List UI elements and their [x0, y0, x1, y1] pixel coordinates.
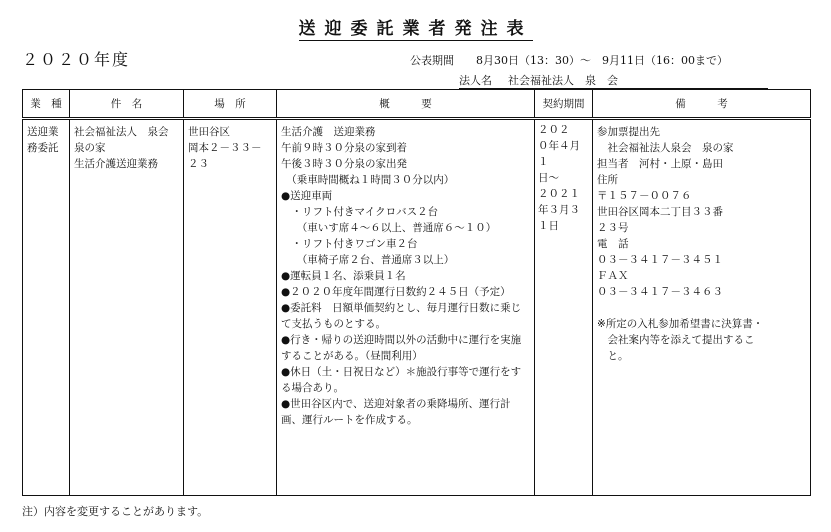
header-period: 契約期間 [535, 90, 593, 119]
corporation-name [459, 72, 768, 89]
cell-item [70, 119, 184, 496]
title-text: 送迎委託業者発注表 [298, 19, 533, 39]
period-text: ２０２ ０年４月１ 日～ ２０２１ 年３月３ １日 [538, 124, 580, 232]
cell-notes [593, 119, 811, 496]
document-title [0, 14, 831, 39]
cell-period [535, 119, 593, 496]
table-row [23, 119, 811, 496]
fiscal-year: ２０２０年度 [22, 50, 131, 69]
period-label: 公表期間 [410, 54, 454, 67]
kind-text: 送迎業 務委託 [27, 126, 59, 154]
header-place: 場 所 [184, 90, 277, 119]
corp-value: 社会福祉法人 泉 会 [508, 74, 618, 87]
publication-period [410, 52, 728, 68]
order-table [22, 89, 811, 496]
place-text: 世田谷区 岡本２－３３－ ２３ [188, 126, 262, 170]
cell-kind [23, 119, 70, 496]
header-notes: 備 考 [593, 90, 811, 119]
item-text: 社会福祉法人 泉会 泉の家 生活介護送迎業務 [74, 126, 169, 170]
cell-place [184, 119, 277, 496]
period-value: 8月30日（13：30）～ 9月11日（16：00まで） [476, 54, 728, 67]
corp-label: 法人名 [459, 74, 492, 87]
header-summary: 概 要 [277, 90, 535, 119]
cell-summary [277, 119, 535, 496]
header-kind: 業 種 [23, 90, 70, 119]
notes-text: 参加票提出先 社会福祉法人泉会 泉の家 担当者 河村・上原・島田 住所 〒１５７－００７６ 世田谷区岡本二丁目３３番 ２３号 電 話 ０３－３４１７－３４５１ ＦＡＸ ０３－３４１７－３４６３ ※所定の入札参加希望書に決算書・ 会社案内等を添えて提出するこ と。 [597, 126, 764, 362]
header-item: 件 名 [70, 90, 184, 119]
summary-text: 生活介護 送迎業務 午前９時３０分泉の家到着 午後３時３０分泉の家出発 （乗車時間概ね１時間３０分以内） ●送迎車両 ・リフト付きマイクロバス２台 （車いす席４～６以上、普通席６～１０） ・リフト付きワゴン車２台 （車椅子席２台、普通席３以上） ●運転員１名、添乗員１名 ●２０２０年度年間運行日数約２４５日（予定） ●委託料 日額単価契約とし、毎月運行日数に乗じて支払うものとする。 ●行き・帰りの送迎時間以外の活動中に運行を実施することがある。（昼間利用） ●休日（土・日祝日など）＊施設行事等で運行をする場合あり。 ●世田谷区内で、送迎対象者の乗降場所、運行計画、運行ルートを作成する。 [281, 126, 522, 426]
table-header-row [23, 90, 811, 119]
footnote: 注）内容を変更することがあります。 [22, 505, 209, 518]
